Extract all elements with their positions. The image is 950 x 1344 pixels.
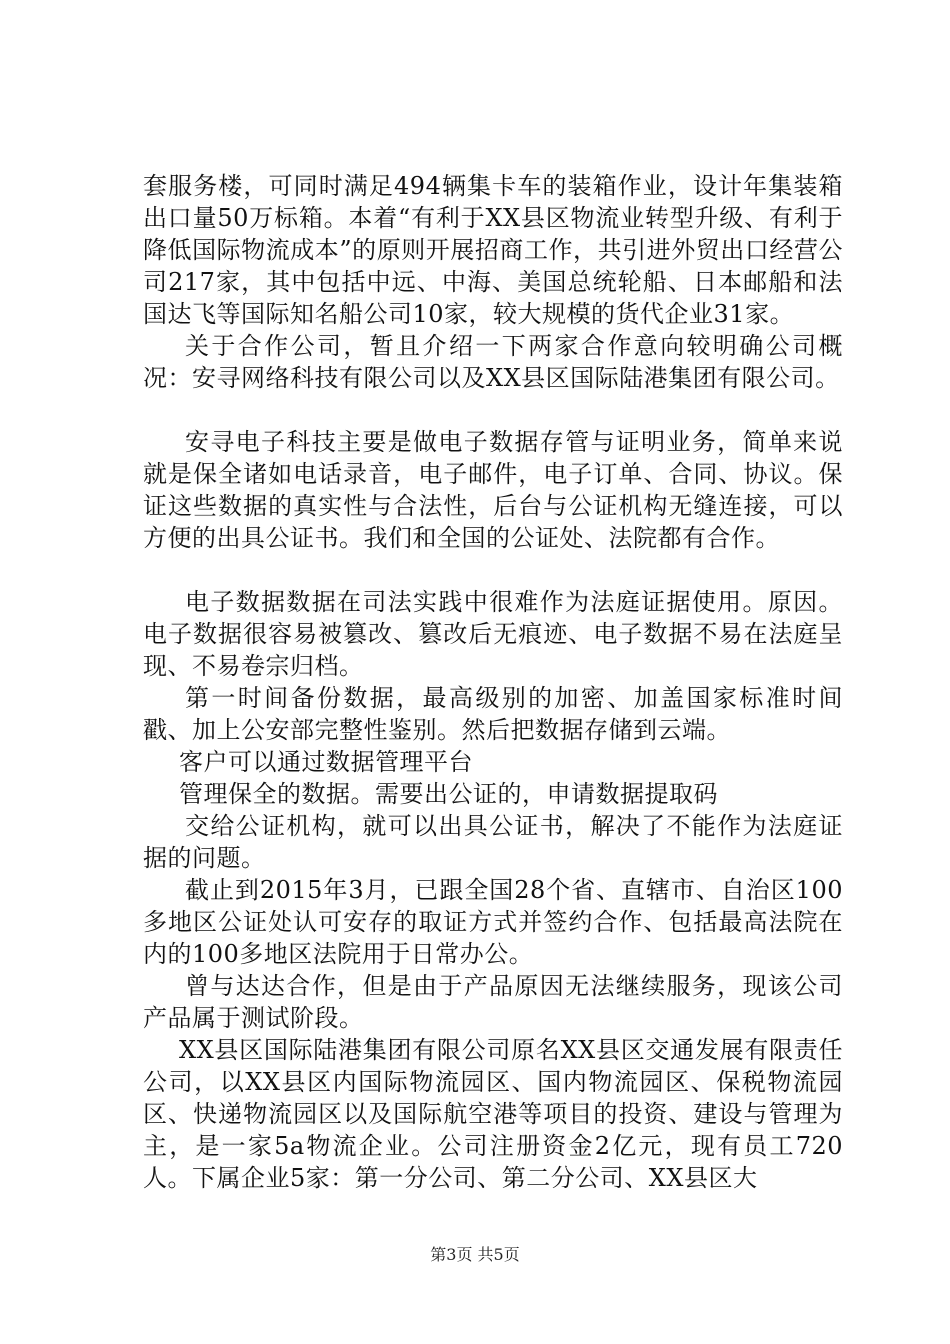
paragraph-gap xyxy=(143,394,843,426)
paragraph-notary-delivery: 交给公证机构，就可以出具公证书，解决了不能作为法庭证据的问题。 xyxy=(143,812,843,872)
paragraph-electronic-evidence-problem: 电子数据数据在司法实践中很难作为法庭证据使用。原因。电子数据很容易被篡改、篡改后无痕迹、电子数据不易在法庭呈现、不易卷宗归档。 xyxy=(143,588,843,680)
paragraph-anxun-business: 安寻电子科技主要是做电子数据存管与证明业务，简单来说就是保全诸如电话录音，电子邮件，电子订单、合同、协议。保证这些数据的真实性与合法性，后台与公证机构无缝连接，可以方便的出具公证书。我们和全国的公证处、法院都有合作。 xyxy=(143,428,843,552)
document-body xyxy=(143,170,843,1194)
paragraph-customer-platform: 客户可以通过数据管理平台 xyxy=(179,748,473,776)
paragraph-cooperation-status: 截止到2015年3月，已跟全国28个省、直辖市、自治区100多地区公证处认可安存的取证方式并签约合作、包括最高法院在内的100多地区法院用于日常办公。 xyxy=(143,876,843,968)
page-number-footer: 第3页 共5页 xyxy=(430,1245,520,1264)
paragraph-logistics-park: 套服务楼，可同时满足494辆集卡车的装箱作业，设计年集装箱出口量50万标箱。本着“有利于XX县区物流业转型升级、有利于降低国际物流成本”的原则开展招商工作，共引进外贸出口经营公司217家，其中包括中远、中海、美国总统轮船、日本邮船和法国达飞等国际知名船公司10家，较大规模的货代企业31家。 xyxy=(143,172,843,328)
paragraph-manage-data: 管理保全的数据。需要出公证的，申请数据提取码 xyxy=(179,780,718,808)
paragraph-land-port-group: XX县区国际陆港集团有限公司原名XX县区交通发展有限责任公司，以XX县区内国际物流园区、国内物流园区、保税物流园区、快递物流园区以及国际航空港等项目的投资、建设与管理为主，是一家5a物流企业。公司注册资金2亿元，现有员工720人。下属企业5家：第一分公司、第二分公司、XX县区大 xyxy=(143,1036,843,1192)
paragraph-partner-intro: 关于合作公司，暂且介绍一下两家合作意向较明确公司概况：安寻网络科技有限公司以及XX县区国际陆港集团有限公司。 xyxy=(143,332,843,392)
paragraph-dada-cooperation: 曾与达达合作，但是由于产品原因无法继续服务，现该公司产品属于测试阶段。 xyxy=(143,972,843,1032)
paragraph-gap xyxy=(143,554,843,586)
paragraph-backup-encryption: 第一时间备份数据，最高级别的加密、加盖国家标准时间戳、加上公安部完整性鉴别。然后把数据存储到云端。 xyxy=(143,684,843,744)
